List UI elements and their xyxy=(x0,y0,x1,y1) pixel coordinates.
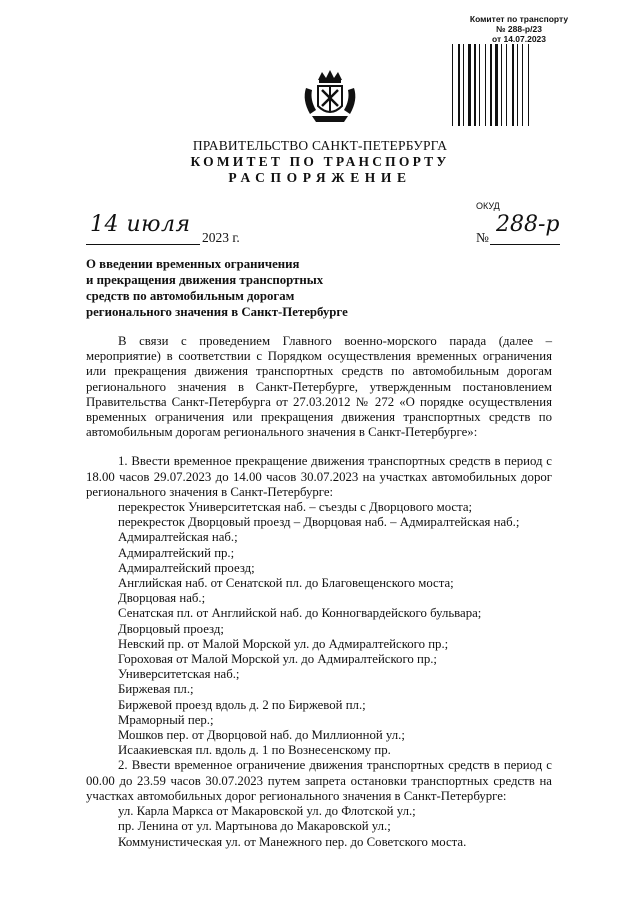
list-item: Мраморный пер.; xyxy=(118,712,214,727)
list-item: Коммунистическая ул. от Манежного пер. до Советского моста. xyxy=(118,834,467,849)
list-item: Дворцовая наб.; xyxy=(118,591,206,606)
list-item: Английская наб. от Сенатской пл. до Благовещенского моста; xyxy=(118,576,454,591)
handwritten-date: 14 июля xyxy=(90,212,191,237)
list-item: Невский пр. от Малой Морской ул. до Адмиралтейского пр.; xyxy=(118,636,449,651)
barcode-icon xyxy=(452,44,544,126)
document-subject xyxy=(86,256,386,320)
government-title: ПРАВИТЕЛЬСТВО САНКТ-ПЕТЕРБУРГА xyxy=(192,138,448,153)
list-item: Адмиралтейский проезд; xyxy=(118,560,255,575)
list-item: Университетская наб.; xyxy=(118,667,240,682)
subject-line: регионального значения в Санкт-Петербурге xyxy=(86,305,348,319)
stamp-line-date: от 14.07.2023 xyxy=(491,34,547,44)
subject-line: средств по автомобильным дорогам xyxy=(86,289,295,303)
list-item: Мошков пер. от Дворцовой наб. до Миллионной ул.; xyxy=(118,728,405,743)
list-item: Гороховая от Малой Морской ул. до Адмиралтейского пр.; xyxy=(118,652,437,667)
date-year: 2023 г. xyxy=(202,230,240,245)
point-2-paragraph: 2. Ввести временное ограничение движения транспортных средств в период с 00.00 до 23.59 часов 30.07.2023 путем запрета остановки транспортных средств на участках автомобильных дорог регионального значения в Санкт-Петербурге: xyxy=(86,758,552,803)
stamp-line-number: № 288-р/23 xyxy=(496,24,542,34)
document-body xyxy=(86,334,552,850)
preamble-paragraph: В связи с проведением Главного военно-морского парада (далее – мероприятие) в соответствии с Порядком осуществления временных ограничения или прекращения движения транспортных средств по автомобильным дорогам регионального значения в Санкт-Петербурге, утвержденным постановлением Правительства Санкт-Петербурга от 27.03.2012 № 272 «О порядке осуществления временных ограничения или прекращения движения транспортных средств по автомобильным дорогам регионального значения в Санкт-Петербурге»: xyxy=(86,334,552,440)
list-item: ул. Карла Маркса от Макаровской ул. до Флотской ул.; xyxy=(118,804,416,819)
list-item: Адмиралтейская наб.; xyxy=(118,530,238,545)
registration-stamp xyxy=(444,14,594,44)
okud-label: ОКУД xyxy=(476,201,500,211)
subject-line: О введении временных ограничения xyxy=(86,257,300,271)
list-item: Адмиралтейский пр.; xyxy=(118,545,235,560)
list-item: Биржевая пл.; xyxy=(118,682,194,697)
st-petersburg-coat-of-arms-icon xyxy=(298,66,362,126)
point-1-paragraph: 1. Ввести временное прекращение движения транспортных средств в период с 18.00 часов 29.07.2023 до 14.00 часов 30.07.2023 на участках автомобильных дорог регионального значения в Санкт-Петербурге: xyxy=(86,454,552,499)
number-label: № xyxy=(476,230,489,245)
list-item: перекресток Дворцовый проезд – Дворцовая наб. – Адмиралтейская наб.; xyxy=(118,515,520,530)
list-item: Биржевой проезд вдоль д. 2 по Биржевой пл.; xyxy=(118,697,366,712)
list-item: Исаакиевская пл. вдоль д. 1 по Вознесенскому пр. xyxy=(118,743,391,758)
list-item: пр. Ленина от ул. Мартынова до Макаровской ул.; xyxy=(118,819,391,834)
committee-title: КОМИТЕТ ПО ТРАНСПОРТУ xyxy=(190,154,450,169)
stamp-line-committee: Комитет по транспорту xyxy=(469,14,569,24)
handwritten-number: 288-р xyxy=(496,212,560,237)
list-item: перекресток Университетская наб. – съезды с Дворцового моста; xyxy=(118,500,473,515)
subject-line: и прекращения движения транспортных xyxy=(86,273,324,287)
document-type-title: РАСПОРЯЖЕНИЕ xyxy=(228,170,412,185)
list-item: Сенатская пл. от Английской наб. до Конногвардейского бульвара; xyxy=(118,606,482,621)
list-item: Дворцовый проезд; xyxy=(118,621,224,636)
